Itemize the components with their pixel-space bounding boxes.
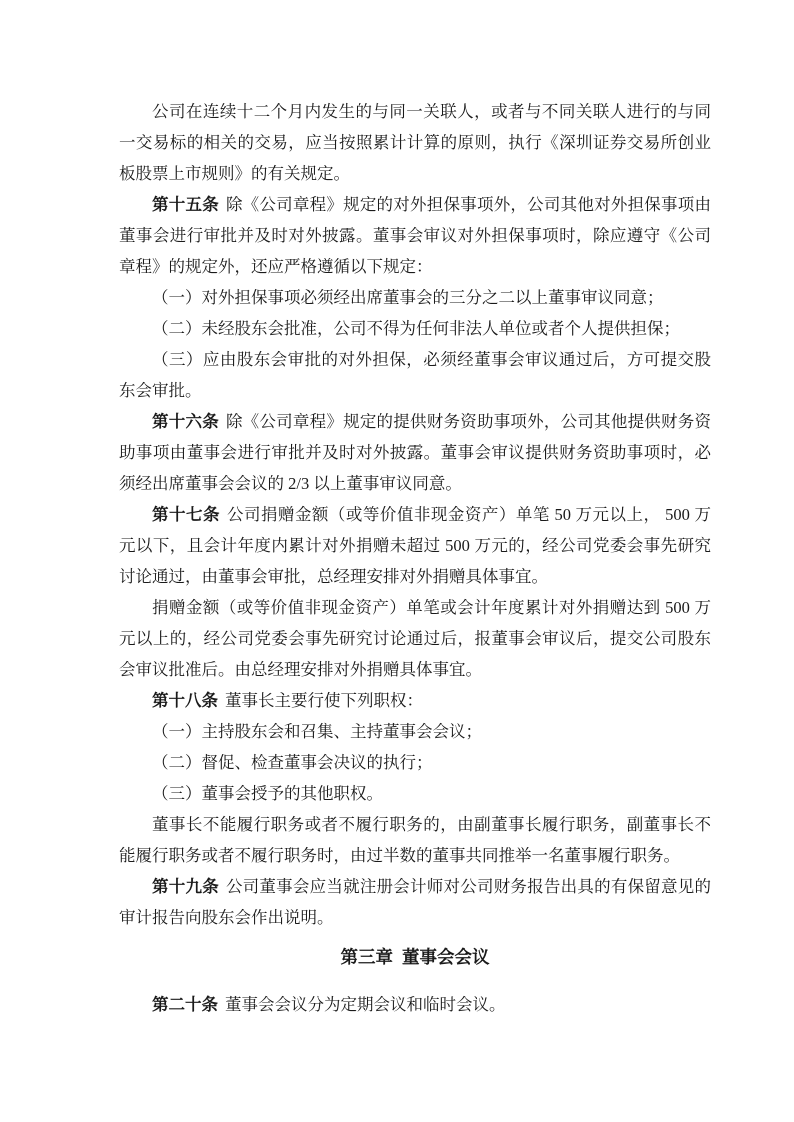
clause-paragraph-15 (119, 189, 711, 282)
clause-number: 第十七条 (152, 505, 220, 524)
list-item-text: （三）董事会授予的其他职权。 (152, 784, 383, 803)
clause-text: 董事会会议分为定期会议和临时会议。 (225, 995, 506, 1014)
list-item-text: （一）主持股东会和召集、主持董事会会议； (152, 722, 482, 741)
clause-paragraph-17 (119, 499, 711, 592)
list-item-text: （二）督促、检查董事会决议的执行； (152, 753, 433, 772)
list-item (119, 282, 711, 313)
paragraph-text: 董事长不能履行职务或者不履行职务的，由副董事长履行职务，副董事长不能履行职务或者不履行职务时，由过半数的董事共同推举一名董事履行职务。 (119, 815, 711, 865)
clause-text: 除《公司章程》规定的对外担保事项外，公司其他对外担保事项由董事会进行审批并及时对外披露。董事会审议对外担保事项时，除应遵守《公司章程》的规定外，还应严格遵循以下规定： (119, 195, 711, 276)
paragraph-text: 公司在连续十二个月内发生的与同一关联人，或者与不同关联人进行的与同一交易标的相关的交易，应当按照累计计算的原则，执行《深圳证券交易所创业板股票上市规则》的有关规定。 (119, 102, 711, 183)
clause-text: 公司捐赠金额（或等价值非现金资产）单笔 50 万元以上， 500 万元以下，且会计年度内累计对外捐赠未超过 500 万元的，经公司党委会事先研究讨论通过，由董事会审批，总经理安排对外捐赠具体事宜。 (119, 505, 711, 586)
clause-paragraph-18 (119, 685, 711, 716)
list-item-text: （一）对外担保事项必须经出席董事会的三分之二以上董事审议同意； (152, 288, 664, 307)
clause-number: 第十五条 (152, 195, 219, 214)
body-paragraph (119, 809, 711, 871)
list-item (119, 778, 711, 809)
clause-number: 第十六条 (152, 412, 219, 431)
chapter-number: 第三章 (340, 947, 393, 967)
chapter-heading (119, 942, 711, 973)
list-item (119, 716, 711, 747)
clause-text: 公司董事会应当就注册会计师对公司财务报告出具的有保留意见的审计报告向股东会作出说明。 (119, 877, 711, 927)
body-paragraph (119, 96, 711, 189)
document-page (119, 96, 711, 1020)
clause-paragraph-16 (119, 406, 711, 499)
clause-text: 董事长主要行使下列职权： (225, 691, 423, 710)
clause-paragraph-20 (119, 989, 711, 1020)
body-paragraph (119, 592, 711, 685)
clause-number: 第十九条 (152, 877, 219, 896)
chapter-title: 董事会会议 (402, 947, 490, 967)
list-item (119, 747, 711, 778)
list-item-text: （二）未经股东会批准，公司不得为任何非法人单位或者个人提供担保； (152, 319, 680, 338)
paragraph-text: 捐赠金额（或等价值非现金资产）单笔或会计年度累计对外捐赠达到 500 万元以上的，经公司党委会事先研究讨论通过后，报董事会审议后，提交公司股东会审议批准后。由总经理安排对外捐赠具体事宜。 (119, 598, 711, 679)
clause-number: 第二十条 (152, 995, 218, 1014)
list-item-text: （三）应由股东会审批的对外担保，必须经董事会审议通过后，方可提交股东会审批。 (119, 350, 711, 400)
clause-number: 第十八条 (152, 691, 218, 710)
list-item (119, 313, 711, 344)
clause-paragraph-19 (119, 871, 711, 933)
list-item (119, 344, 711, 406)
clause-text: 除《公司章程》规定的提供财务资助事项外，公司其他提供财务资助事项由董事会进行审批并及时对外披露。董事会审议提供财务资助事项时，必须经出席董事会会议的 2/3 以上董事审议同意。 (119, 412, 711, 493)
